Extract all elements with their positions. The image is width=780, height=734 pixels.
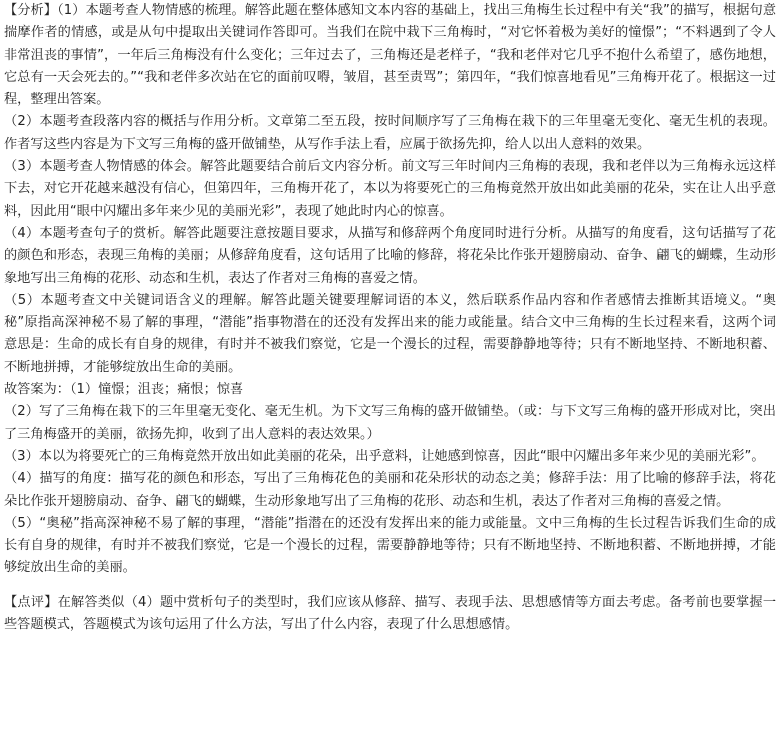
analysis-paragraph-3: （3）本题考查人物情感的体会。解答此题要结合前后文内容分析。前文写三年时间内三角梅的表现，我和老伴以为三角梅永远这样下去，对它开花越来越没有信心，但第四年，三角梅开花了，本以为将要死亡的三角梅竟然开放出如此美丽的花朵，实在让人出乎意料，因此用“眼中闪耀出多年来少见的美丽光彩”，表现了她此时内心的惊喜。 <box>4 159 776 219</box>
comment-paragraph <box>4 592 776 637</box>
analysis-paragraph-1 <box>4 0 776 111</box>
answer-intro: 故答案为：（1）憧憬；沮丧；痛恨；惊喜 <box>4 382 244 398</box>
analysis-text-1: （1）本题考查人物情感的梳理。解答此题在整体感知文本内容的基础上，找出三角梅生长过程中有关“我”的描写，根据句意揣摩作者的情感，或是从句中提取出关键词作答即可。当我们在院中栽下三角梅时，“对它怀着极为美好的憧憬”；“不料遇到了令人非常沮丧的事情”，一年后三角梅没有什么变化；三年过去了，三角梅还是老样子，“我和老伴对它几乎不抱什么希望了，感伤地想，它总有一天会死去的。”“我和老伴多次站在它的面前叹嘚，皱眉，甚至责骂”；第四年，“我们惊喜地看见”三角梅开花了。根据这一过程，整理出答案。 <box>4 3 777 108</box>
answer-3: （3）本以为将要死亡的三角梅竟然开放出如此美丽的花朵，出乎意料，让她感到惊喜，因此“眼中闪耀出多年来少见的美丽光彩”。 <box>4 448 765 464</box>
analysis-paragraph-2: （2）本题考查段落内容的概括与作用分析。文章第二至五段，按时间顺序写了三角梅在栽下的三年里毫无变化、毫无生机的表现。作者写这些内容是为下文写三角梅的盛开做铺垫，从写作手法上看，应属于欲扬先抑，给人以出人意料的效果。 <box>4 114 776 152</box>
answer-2: （2）写了三角梅在栽下的三年里毫无变化、毫无生机。为下文写三角梅的盛开做铺垫。（或：与下文写三角梅的盛开形成对比，突出了三角梅盛开的美丽，欲扬先抑，收到了出人意料的表达效果。） <box>4 404 776 442</box>
section-gap <box>4 580 776 592</box>
answer-4: （4）描写的角度：描写花的颜色和形态，写出了三角梅花色的美丽和花朵形状的动态之美；修辞手法：用了比喻的修辞手法，将花朵比作张开翅膀扇动、奋争、翩飞的蝴蝶，生动形象地写出了三角梅的花形、动态和生机，表达了作者对三角梅的喜爱之情。 <box>4 471 776 509</box>
analysis-label: 【分析】 <box>4 3 58 18</box>
analysis-paragraph-5: （5）本题考查文中关键词语含义的理解。解答此题关键要理解词语的本义，然后联系作品内容和作者感情去推断其语境义。“奥秘”原指高深神秘不易了解的事理，“潜能”指事物潜在的还没有发挥出来的能力或能量。结合文中三角梅的生长过程来看，这两个词意思是：生命的成长有自身的规律，有时并不被我们察觉，它是一个漫长的过程，需要静静地等待；只有不断地坚持、不断地积蓄、不断地拼搏，才能够绽放出生命的美丽。 <box>4 292 776 375</box>
comment-label: 【点评】 <box>4 594 58 610</box>
analysis-paragraph-4: （4）本题考查句子的赏析。解答此题要注意按题目要求，从描写和修辞两个角度同时进行分析。从描写的角度看，这句话描写了花的颜色和形态，表现三角梅的美丽；从修辞角度看，这句话用了比喻的修辞，将花朵比作张开翅膀扇动、奋争、翩飞的蝴蝶，生动形象地写出三角梅的花形、动态和生机，表达了作者对三角梅的喜爱之情。 <box>4 225 776 286</box>
comment-text: 在解答类似（4）题中赏析句子的类型时，我们应该从修辞、描写、表现手法、思想感情等方面去考虑。备考前也要掌握一些答题模式，答题模式为该句运用了什么方法，写出了什么内容，表现了什么思想感情。 <box>4 594 777 633</box>
solution-document <box>4 0 776 636</box>
answer-5: （5）“奥秘”指高深神秘不易了解的事理，“潜能”指潜在的还没有发挥出来的能力或能量。文中三角梅的生长过程告诉我们生命的成长有自身的规律，有时并不被我们察觉，它是一个漫长的过程，需要静静地等待；只有不断地坚持、不断地积蓄、不断地拼搏，才能够绽放出生命的美丽。 <box>4 515 776 576</box>
